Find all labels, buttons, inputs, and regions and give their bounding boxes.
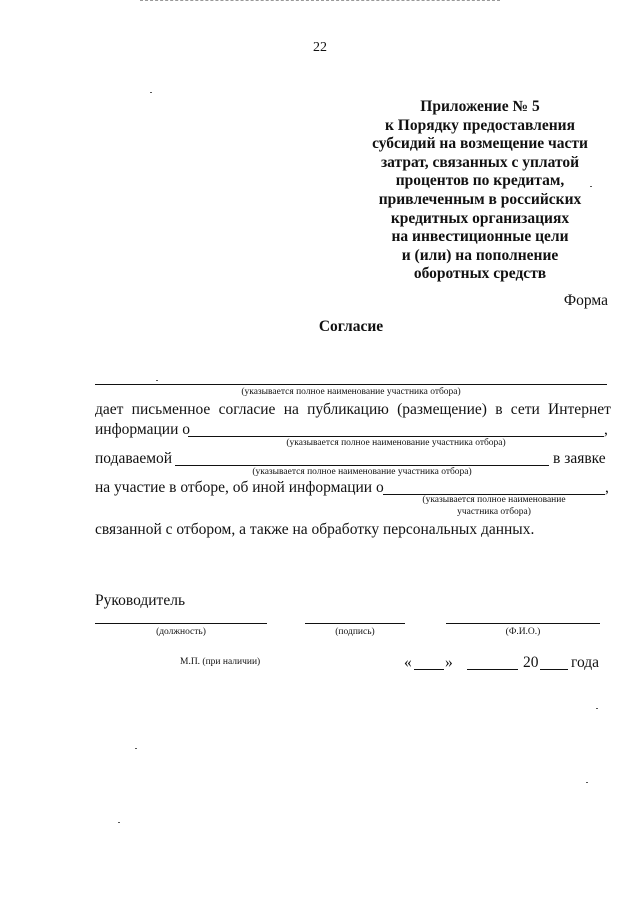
appendix-line: процентов по кредитам,	[395, 172, 565, 190]
word: публикацию	[307, 401, 389, 418]
scan-speck	[156, 380, 158, 381]
date-year-suffix: года	[571, 654, 600, 671]
word: (размещение)	[397, 401, 487, 418]
consent-line-3-suffix: в заявке	[553, 450, 606, 467]
appendix-header	[360, 98, 600, 284]
scan-speck	[590, 186, 592, 187]
appendix-line: и (или) на пополнение	[401, 246, 559, 264]
stamp-label: М.П. (при наличии)	[180, 657, 261, 667]
consent-line-5: связанной с отбором, а также на обработку персональных данных.	[95, 521, 535, 538]
consent-line-4-prefix: на участие в отборе, об иной информации о	[95, 479, 384, 496]
signature-caption: (подпись)	[335, 627, 375, 637]
appendix-line: субсидий на возмещение части	[372, 135, 588, 153]
consent-line-1	[95, 401, 611, 419]
date-close-quote: »	[445, 654, 453, 671]
word: сети	[510, 401, 540, 418]
consent-line-3-prefix: подаваемой	[95, 450, 173, 467]
participant-caption: (указывается полное наименование участника отбора)	[241, 387, 461, 397]
scan-speck	[596, 708, 598, 709]
consent-line-2-prefix: информации о	[95, 421, 190, 438]
line-3-caption: (указывается полное наименование участника отбора)	[252, 467, 472, 477]
line-2-caption: (указывается полное наименование участника отбора)	[286, 438, 506, 448]
appendix-line: к Порядку предоставления	[384, 116, 576, 134]
line-4-caption-b: участника отбора)	[457, 507, 531, 517]
date-open-quote: «	[404, 654, 412, 671]
fio-caption: (Ф.И.О.)	[505, 627, 541, 637]
date-month-line	[467, 669, 518, 670]
position-line	[95, 623, 267, 624]
submitted-by-line	[175, 465, 549, 466]
scan-speck	[118, 822, 120, 823]
consent-line-2-comma: ,	[604, 421, 608, 438]
participant-name-line	[95, 384, 607, 385]
word: согласие	[218, 401, 276, 418]
appendix-line: Приложение № 5	[420, 98, 540, 115]
scan-speck	[150, 92, 152, 93]
word: в	[495, 401, 503, 418]
date-year-line	[540, 669, 568, 670]
scan-speck	[135, 748, 137, 749]
appendix-line: привлеченным в российских	[378, 190, 582, 208]
appendix-line: затрат, связанных с уплатой	[380, 153, 580, 171]
document-title: Согласие	[318, 318, 384, 335]
head-label: Руководитель	[95, 592, 186, 609]
scan-top-edge	[140, 0, 500, 1]
appendix-line: оборотных средств	[413, 265, 547, 283]
appendix-line: кредитных организациях	[390, 209, 570, 227]
info-subject-line	[188, 436, 604, 437]
scan-speck	[586, 782, 588, 783]
word: на	[283, 401, 299, 418]
signature-line	[305, 623, 405, 624]
word: Интернет	[548, 401, 611, 418]
form-label: Форма	[563, 292, 608, 309]
fio-line	[446, 623, 600, 624]
date-year-prefix: 20	[523, 654, 539, 671]
position-caption: (должность)	[156, 627, 206, 637]
word: дает	[95, 401, 124, 418]
date-day-line	[414, 669, 444, 670]
appendix-line: на инвестиционные цели	[391, 228, 569, 246]
line-4-caption-a: (указывается полное наименование	[422, 495, 566, 505]
consent-line-4-comma: ,	[605, 479, 609, 496]
word: письменное	[131, 401, 211, 418]
page-number: 22	[313, 40, 327, 55]
